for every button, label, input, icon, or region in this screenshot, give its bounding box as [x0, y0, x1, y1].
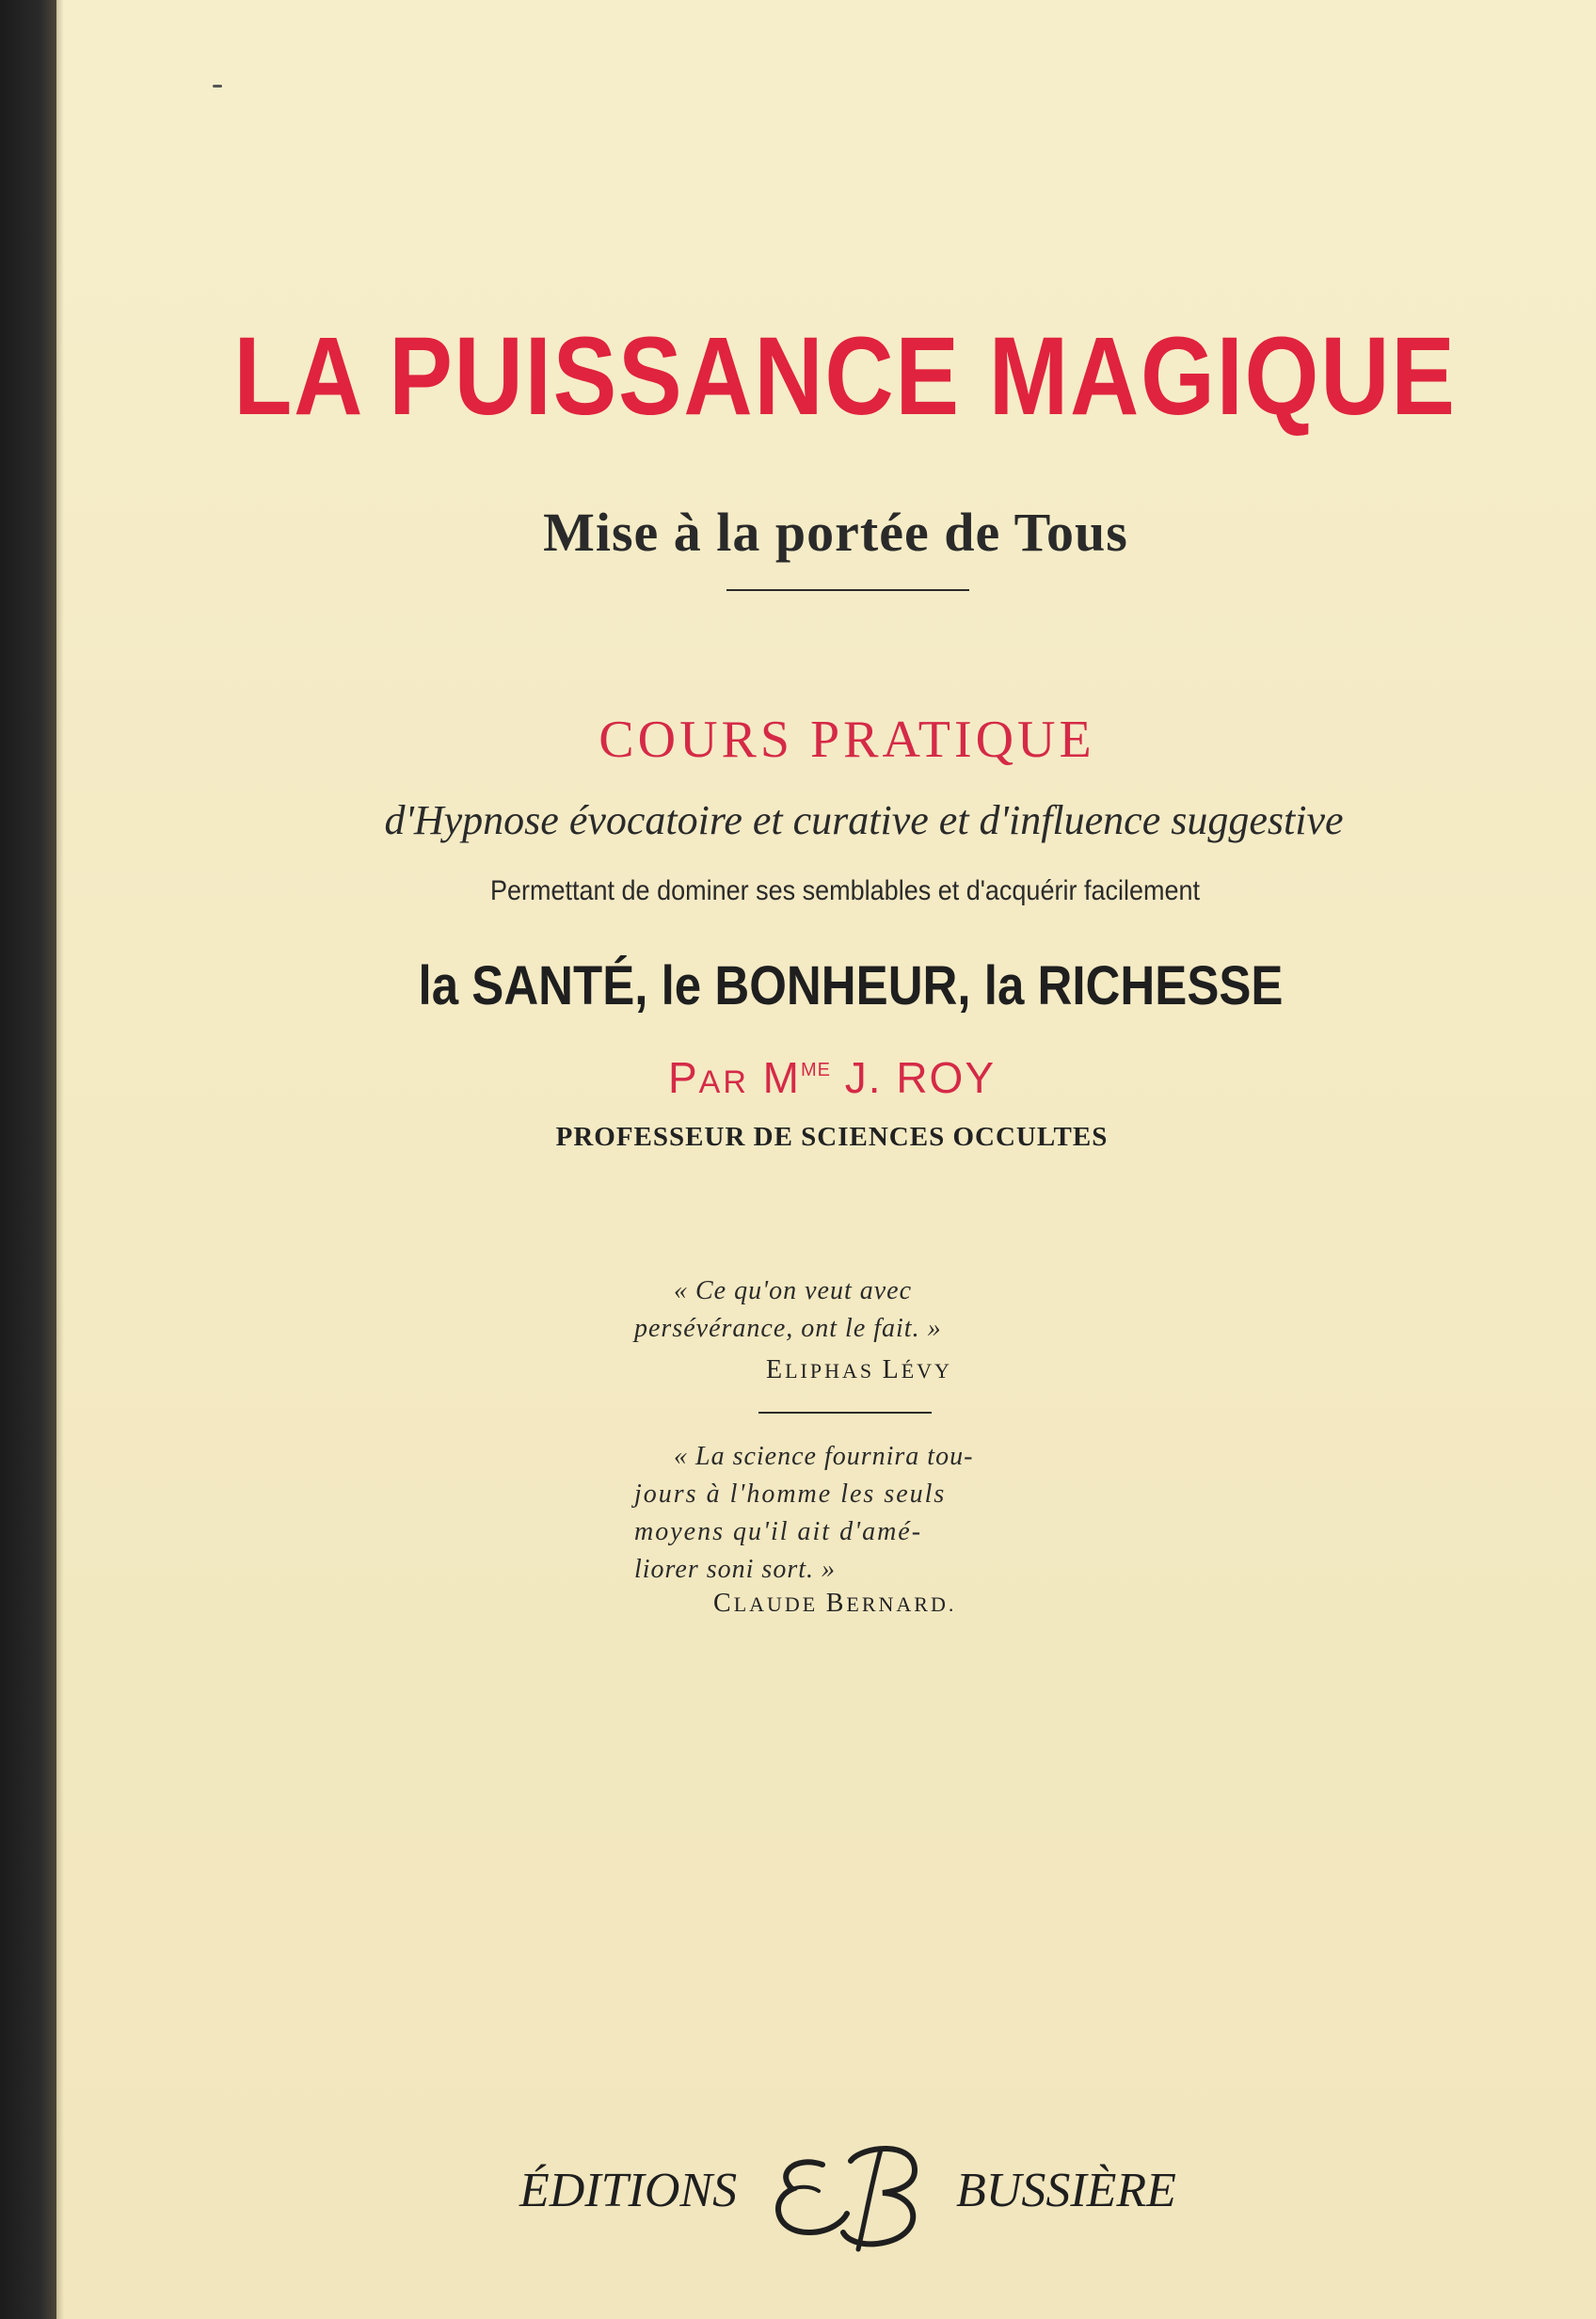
attribution-rest: LAUDE: [733, 1592, 826, 1616]
quote-line: « La science fournira tou-: [674, 1442, 974, 1471]
publisher-name-right: BUSSIÈRE: [956, 2164, 1176, 2217]
publisher-name-left: ÉDITIONS: [519, 2164, 738, 2217]
course-benefits: la SANTÉ, le BONHEUR, la RICHESSE: [418, 955, 1284, 1016]
eb-monogram-icon: [757, 2127, 945, 2259]
course-description: d'Hypnose évocatoire et curative et d'influence suggestive: [384, 797, 1344, 843]
attribution-rest: ERNARD.: [846, 1592, 957, 1616]
publisher-imprint: [519, 2127, 1178, 2259]
spine-shadow: [56, 0, 64, 2319]
attribution-rest: LIPHAS: [785, 1359, 883, 1383]
attribution-initial: L: [882, 1355, 902, 1384]
course-heading: COURS PRATIQUE: [598, 711, 1095, 769]
epigraph-quote: [634, 1272, 1029, 1348]
quote-attribution: [766, 1355, 952, 1385]
author-line: [62, 1052, 1596, 1103]
epigraph-quote: [634, 1438, 1001, 1589]
author-profession: PROFESSEUR DE SCIENCES OCCULTES: [555, 1122, 1109, 1152]
book-subtitle: Mise à la portée de Tous: [543, 502, 1128, 563]
course-purpose: Permettant de dominer ses semblables et d'acquérir facilement: [489, 875, 1201, 906]
quote-attribution: [713, 1589, 956, 1619]
book-title: LA PUISSANCE MAGIQUE: [233, 314, 1457, 439]
attribution-initial: E: [766, 1355, 786, 1384]
quote-line: persévérance, ont le fait. »: [634, 1314, 942, 1343]
author-par-initial: P: [667, 1053, 699, 1102]
book-spine: [0, 0, 56, 2319]
paper-speck: [213, 85, 222, 88]
attribution-initial: C: [713, 1589, 734, 1618]
attribution-initial: B: [825, 1589, 847, 1618]
quote-line: liorer soni sort. »: [634, 1555, 836, 1584]
author-name: J. ROY: [844, 1053, 997, 1102]
author-par-rest: AR: [698, 1064, 749, 1100]
quote-line: « Ce qu'on veut avec: [674, 1276, 913, 1305]
title-divider: [726, 589, 969, 591]
quote-line: moyens qu'il ait d'amé-: [634, 1517, 923, 1546]
author-title-sup: ME: [801, 1060, 831, 1080]
author-title-initial: M: [762, 1053, 801, 1102]
quote-divider: [758, 1412, 932, 1414]
quote-line: jours à l'homme les seuls: [634, 1479, 947, 1509]
attribution-rest: ÉVY: [901, 1359, 952, 1383]
